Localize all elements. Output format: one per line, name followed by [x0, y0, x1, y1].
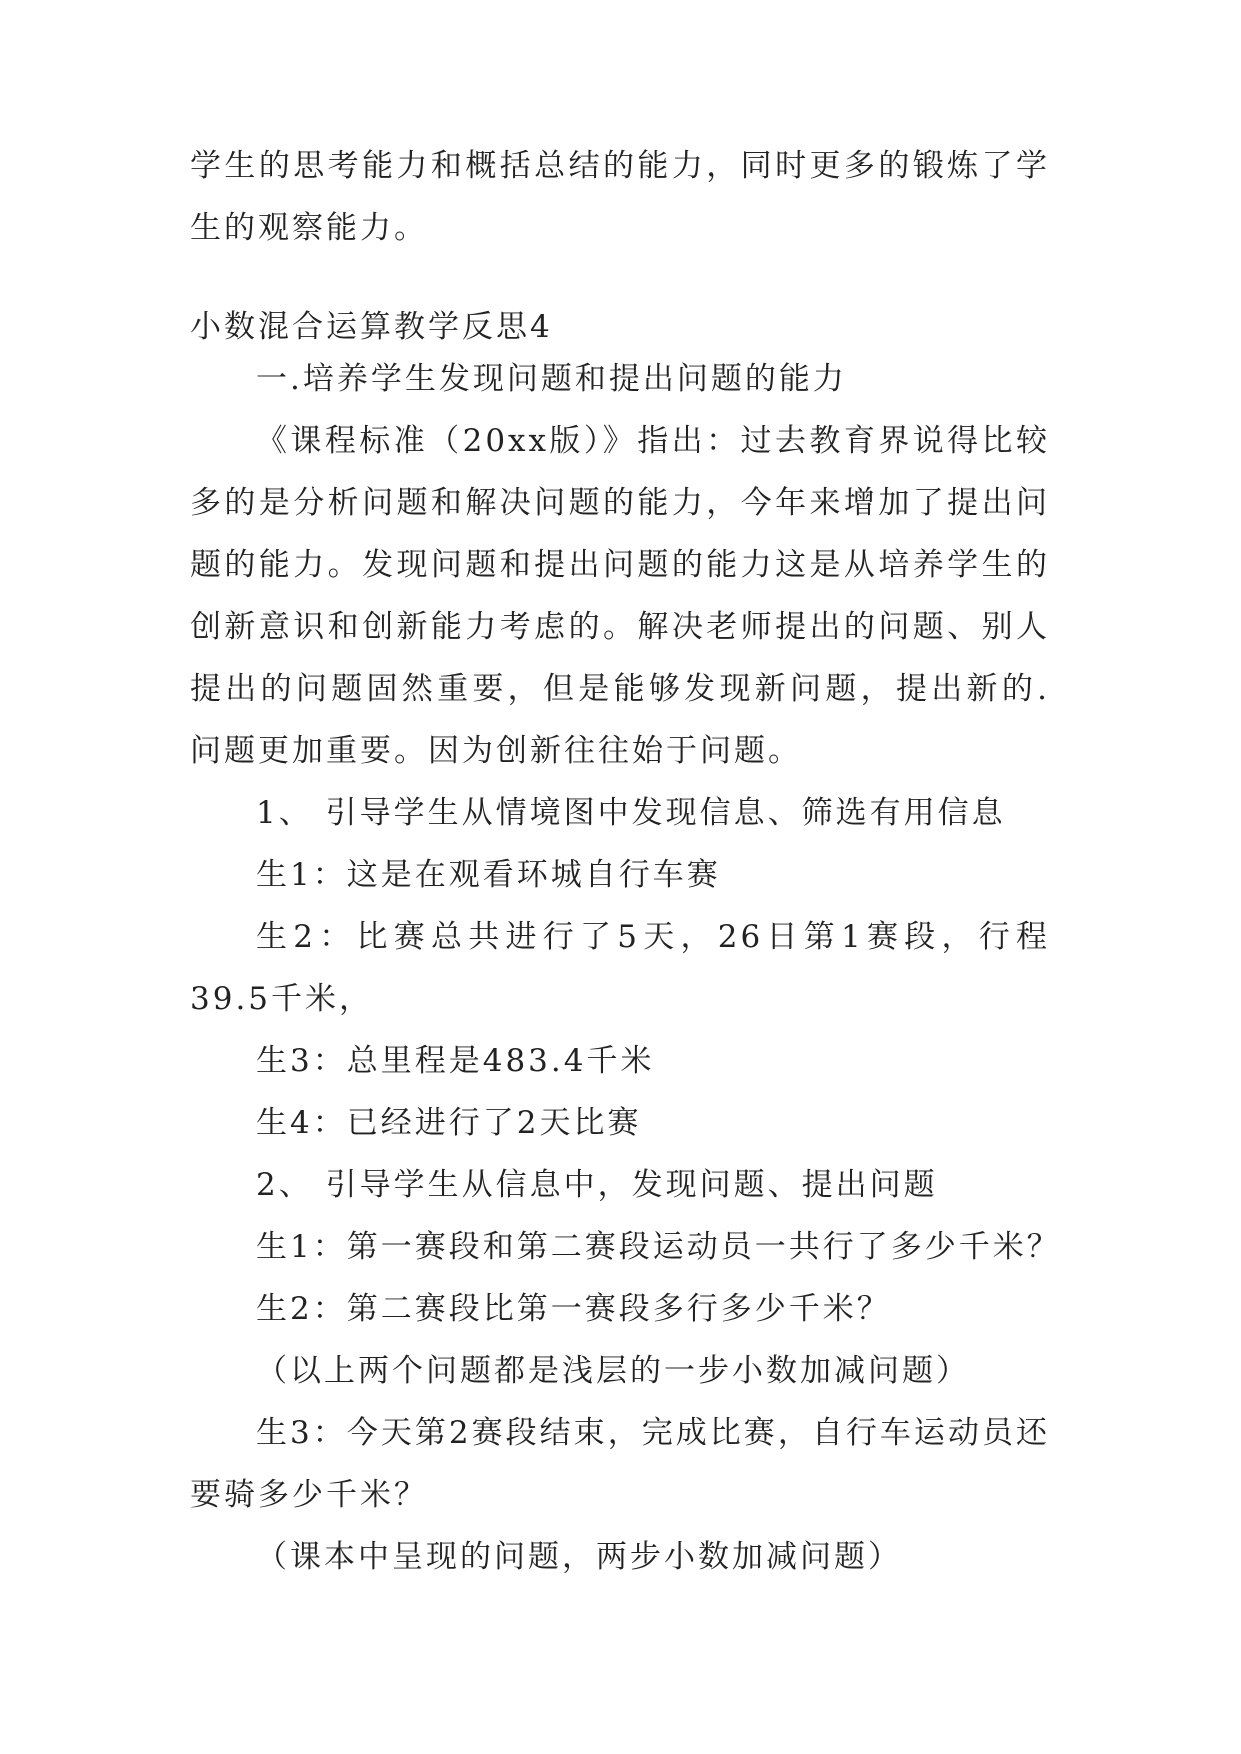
student-3-question: 生3：今天第2赛段结束，完成比赛，自行车运动员还要骑多少千米？ [190, 1415, 1050, 1513]
list-item-1: 1、 引导学生从情境图中发现信息、筛选有用信息 [256, 795, 1006, 831]
student-2-answer: 生2：比赛总共进行了5天，26日第1赛段，行程39.5千米， [190, 919, 1050, 1017]
student-1-answer: 生1：这是在观看环城自行车赛 [256, 857, 721, 893]
paragraph-curriculum: 《课程标准（20xx版）》指出：过去教育界说得比较多的是分析问题和解决问题的能力，今年来增加了提出问题的能力。发现问题和提出问题的能力这是从培养学生的创新意识和创新能力考虑的。解决老师提出的问题、别人提出的问题固然重要，但是能够发现新问题，提出新的.问题更加重要。因为创新往往始于问题。 [190, 423, 1050, 769]
section-body [190, 348, 1061, 1588]
student-4-answer: 生4：已经进行了2天比赛 [256, 1105, 642, 1141]
note-textbook-question: （课本中呈现的问题，两步小数加减问题） [256, 1539, 902, 1575]
intro-paragraph: 学生的思考能力和概括总结的能力，同时更多的锻炼了学生的观察能力。 [190, 148, 1050, 246]
subtitle: 一.培养学生发现问题和提出问题的能力 [256, 361, 847, 397]
student-1-question: 生1：第一赛段和第二赛段运动员一共行了多少千米？ [256, 1229, 1061, 1265]
note-shallow-questions: （以上两个问题都是浅层的一步小数加减问题） [256, 1353, 970, 1389]
student-3-answer: 生3：总里程是483.4千米 [256, 1043, 655, 1079]
student-2-question: 生2：第二赛段比第一赛段多行多少千米？ [256, 1291, 891, 1327]
list-item-2: 2、 引导学生从信息中，发现问题、提出问题 [256, 1167, 938, 1203]
section-title: 小数混合运算教学反思4 [190, 309, 553, 345]
